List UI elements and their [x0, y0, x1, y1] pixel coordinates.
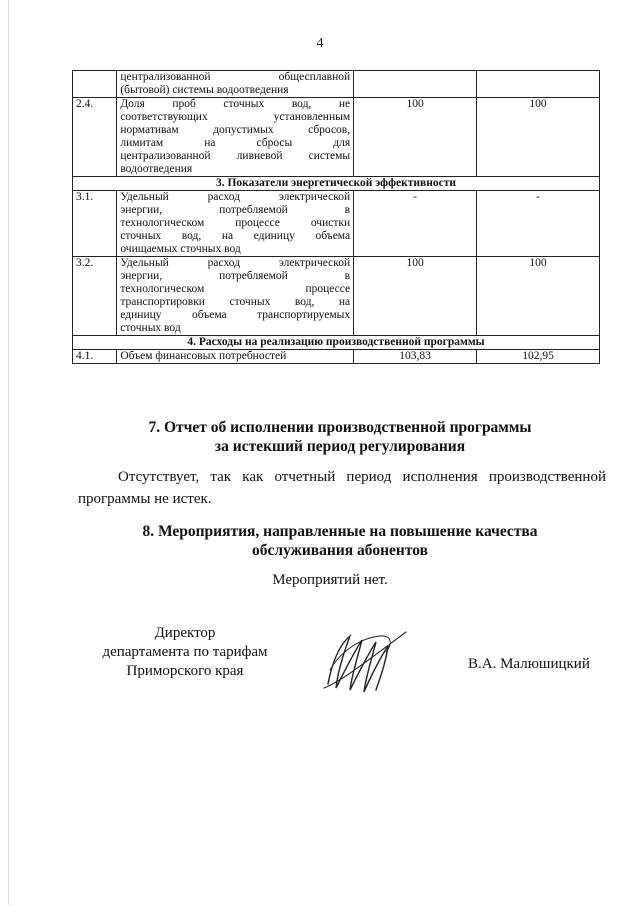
row-value-2: 100	[477, 98, 600, 177]
row-value-1: -	[354, 191, 477, 257]
row-value-2: -	[477, 191, 600, 257]
signatory-name: В.А. Малюшицкий	[468, 656, 590, 672]
row-description: Доля проб сточных вод, не соответствующих установленным нормативам допустимых сбросов, лимитам на сбросы для централизованной ливневой системы водоотведения	[117, 98, 354, 177]
row-number: 3.1.	[73, 191, 117, 257]
row-value-2	[477, 71, 600, 98]
table-row	[73, 191, 600, 257]
table-section-row	[73, 177, 600, 191]
row-number: 3.2.	[73, 257, 117, 336]
signatory-position: Директор департамента по тарифам Приморского края	[102, 625, 268, 679]
section8-text: Мероприятий нет.	[272, 572, 388, 588]
row-description: Удельный расход электрической энергии, потребляемой в технологическом процессе очистки сточных вод, на единицу объема очищаемых сточных вод	[117, 191, 354, 257]
row-number: 4.1.	[73, 350, 117, 364]
section7-text: Отсутствует, так как отчетный период исполнения производственной программы не истек.	[78, 469, 606, 507]
page-number: 4	[316, 36, 324, 51]
row-number	[73, 71, 117, 98]
row-number: 2.4.	[73, 98, 117, 177]
section8-title: 8. Мероприятия, направленные на повышение качества обслуживания абонентов	[142, 523, 538, 559]
table-section-row	[73, 336, 600, 350]
row-description: Объем финансовых потребностей	[117, 350, 354, 364]
section-heading-3: 3. Показатели энергетической эффективности	[73, 177, 600, 191]
row-value-1	[354, 71, 477, 98]
table-row	[73, 257, 600, 336]
row-description: Удельный расход электрической энергии, потребляемой в технологическом процессе транспортировки сточных вод, на единицу объема транспортируемых сточных вод	[117, 257, 354, 336]
row-value-1: 100	[354, 98, 477, 177]
section-heading-4: 4. Расходы на реализацию производственной программы	[73, 336, 600, 350]
section7-title: 7. Отчет об исполнении производственной программы за истекший период регулирования	[148, 419, 532, 455]
row-value-1: 100	[354, 257, 477, 336]
row-value-2: 100	[477, 257, 600, 336]
table-row	[73, 98, 600, 177]
row-value-2: 102,95	[477, 350, 600, 364]
table-row	[73, 71, 600, 98]
row-value-1: 103,83	[354, 350, 477, 364]
table-row	[73, 350, 600, 364]
indicators-table	[72, 70, 600, 364]
row-description: централизованной общесплавной (бытовой) системы водоотведения	[117, 71, 354, 98]
handwritten-signature	[310, 622, 420, 702]
